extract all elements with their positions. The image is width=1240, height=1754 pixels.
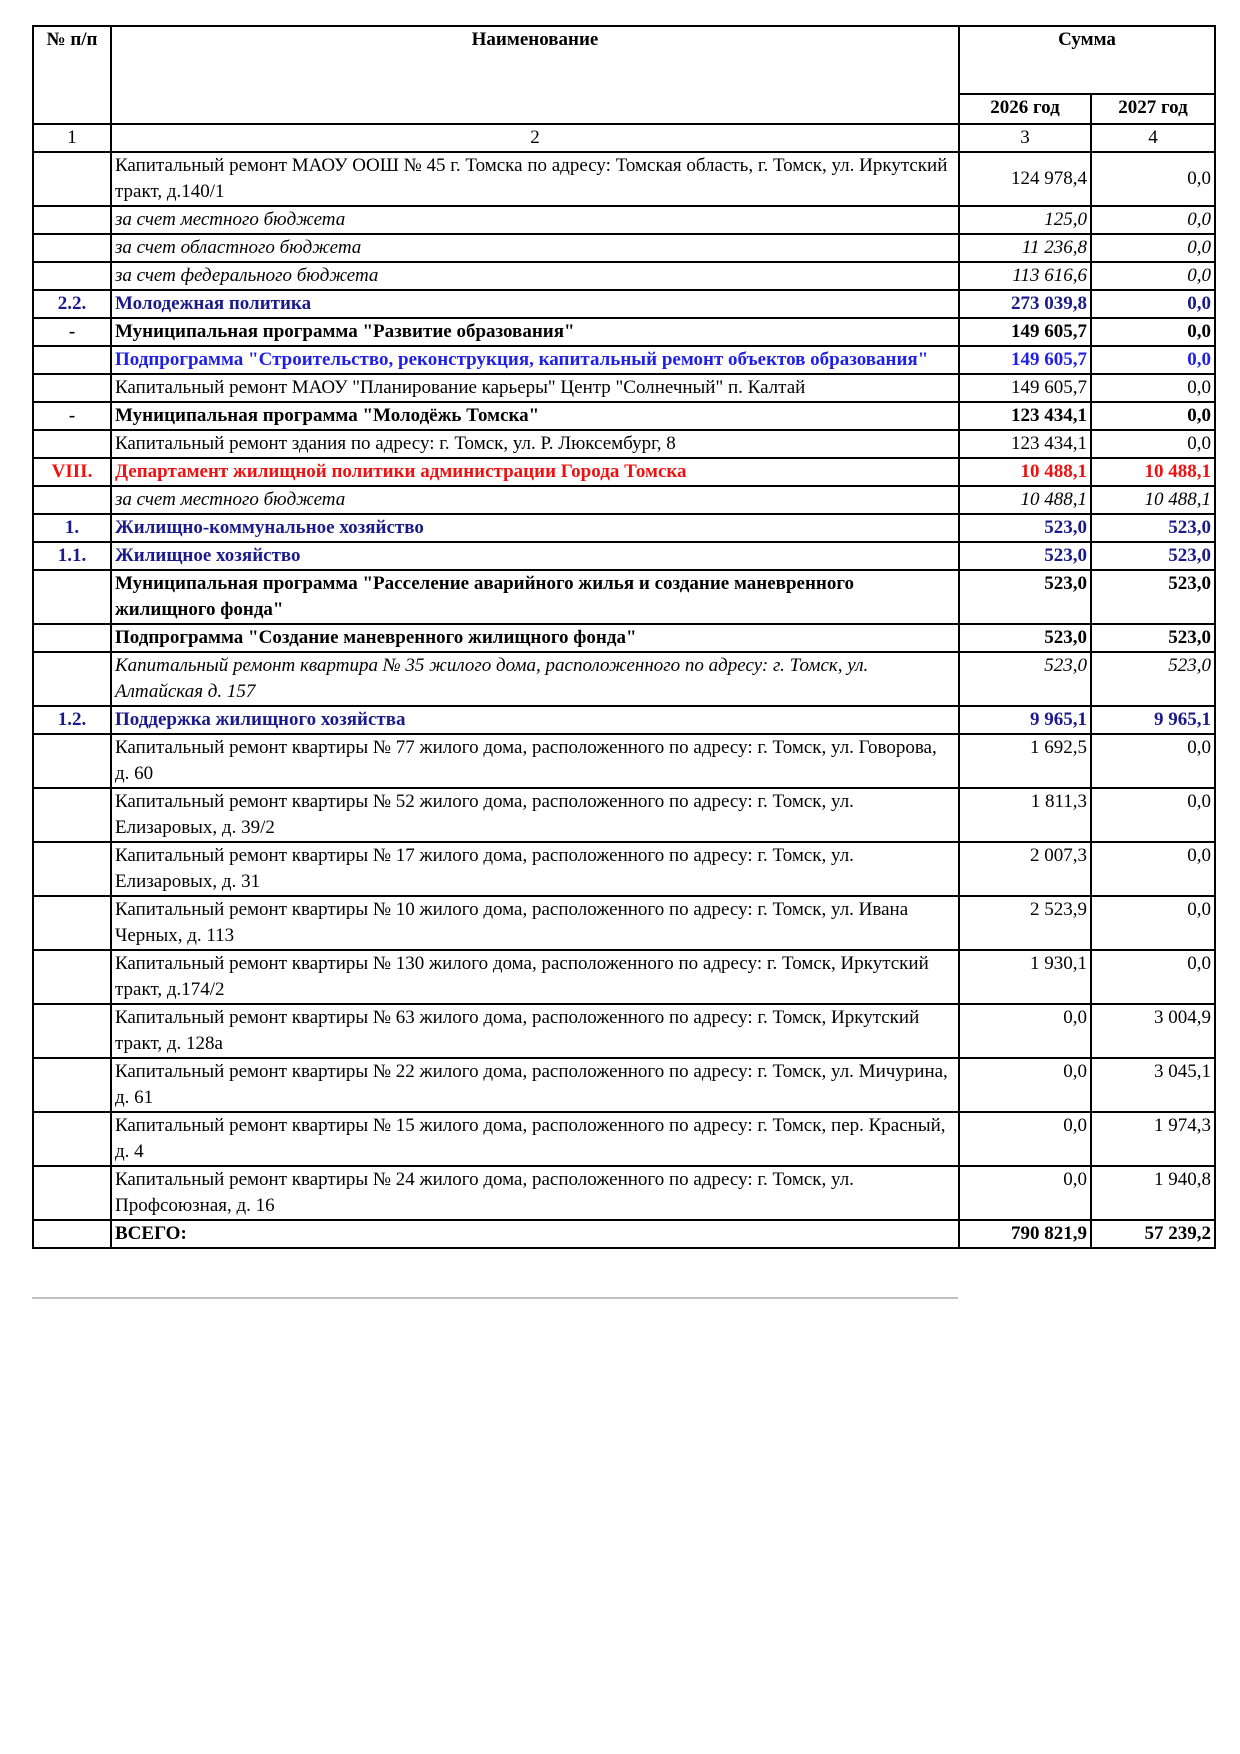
row-value-2027: 0,0 [1091, 374, 1215, 402]
row-value-2027: 523,0 [1091, 624, 1215, 652]
header-year-2027: 2027 год [1091, 94, 1215, 124]
row-name: за счет местного бюджета [111, 486, 959, 514]
table-row [33, 1004, 1215, 1058]
row-name: Департамент жилищной политики администрации Города Томска [111, 458, 959, 486]
row-value-2027: 1 974,3 [1091, 1112, 1215, 1166]
row-value-2027: 0,0 [1091, 896, 1215, 950]
row-name: Капитальный ремонт квартиры № 77 жилого дома, расположенного по адресу: г. Томск, ул. Говорова, д. 60 [111, 734, 959, 788]
page-separator-line [32, 1297, 958, 1299]
row-name: Капитальный ремонт квартиры № 130 жилого дома, расположенного по адресу: г. Томск, Иркутский тракт, д.174/2 [111, 950, 959, 1004]
row-value-2027: 523,0 [1091, 542, 1215, 570]
row-value-2027: 3 004,9 [1091, 1004, 1215, 1058]
row-number: 2.2. [33, 290, 111, 318]
table-row [33, 206, 1215, 234]
row-value-2026: 2 523,9 [959, 896, 1091, 950]
row-value-2027: 0,0 [1091, 318, 1215, 346]
row-number [33, 1112, 111, 1166]
table-row [33, 896, 1215, 950]
row-value-2027: 0,0 [1091, 346, 1215, 374]
row-value-2026: 0,0 [959, 1058, 1091, 1112]
column-index-1: 1 [33, 124, 111, 152]
row-number [33, 152, 111, 206]
table-row [33, 570, 1215, 624]
row-number [33, 734, 111, 788]
row-number [33, 234, 111, 262]
row-name: Капитальный ремонт здания по адресу: г. Томск, ул. Р. Люксембург, 8 [111, 430, 959, 458]
row-value-2027: 0,0 [1091, 402, 1215, 430]
column-index-3: 3 [959, 124, 1091, 152]
header-year-2026: 2026 год [959, 94, 1091, 124]
table-body [33, 152, 1215, 1248]
row-value-2027: 0,0 [1091, 206, 1215, 234]
row-name: Капитальный ремонт квартиры № 52 жилого дома, расположенного по адресу: г. Томск, ул. Елизаровых, д. 39/2 [111, 788, 959, 842]
row-number [33, 1058, 111, 1112]
row-number [33, 262, 111, 290]
row-number: - [33, 318, 111, 346]
row-value-2026: 523,0 [959, 652, 1091, 706]
row-value-2027: 0,0 [1091, 842, 1215, 896]
row-name: Капитальный ремонт МАОУ "Планирование карьеры" Центр "Солнечный" п. Калтай [111, 374, 959, 402]
table-row [33, 458, 1215, 486]
header-sum: Сумма [959, 26, 1215, 94]
row-value-2026: 123 434,1 [959, 402, 1091, 430]
row-value-2027: 0,0 [1091, 734, 1215, 788]
row-number [33, 1004, 111, 1058]
row-name: за счет федерального бюджета [111, 262, 959, 290]
table-row [33, 290, 1215, 318]
row-name: ВСЕГО: [111, 1220, 959, 1248]
table-row [33, 262, 1215, 290]
row-number [33, 896, 111, 950]
row-value-2027: 10 488,1 [1091, 486, 1215, 514]
row-value-2026: 1 692,5 [959, 734, 1091, 788]
row-name: Жилищное хозяйство [111, 542, 959, 570]
row-value-2026: 0,0 [959, 1112, 1091, 1166]
table-row [33, 842, 1215, 896]
row-name: Капитальный ремонт квартиры № 22 жилого дома, расположенного по адресу: г. Томск, ул. Мичурина, д. 61 [111, 1058, 959, 1112]
row-number [33, 346, 111, 374]
row-name: Муниципальная программа "Молодёжь Томска" [111, 402, 959, 430]
table-row [33, 486, 1215, 514]
table-row [33, 950, 1215, 1004]
row-name: за счет областного бюджета [111, 234, 959, 262]
row-name: Капитальный ремонт квартиры № 24 жилого дома, расположенного по адресу: г. Томск, ул. Профсоюзная, д. 16 [111, 1166, 959, 1220]
row-value-2026: 10 488,1 [959, 486, 1091, 514]
row-name: Капитальный ремонт квартира № 35 жилого дома, расположенного по адресу: г. Томск, ул. Алтайская д. 157 [111, 652, 959, 706]
row-number [33, 652, 111, 706]
row-value-2026: 125,0 [959, 206, 1091, 234]
row-value-2026: 149 605,7 [959, 374, 1091, 402]
row-value-2027: 0,0 [1091, 152, 1215, 206]
row-value-2026: 0,0 [959, 1166, 1091, 1220]
row-value-2027: 0,0 [1091, 290, 1215, 318]
row-value-2026: 523,0 [959, 624, 1091, 652]
table-row [33, 514, 1215, 542]
row-value-2027: 523,0 [1091, 514, 1215, 542]
row-name: Капитальный ремонт квартиры № 10 жилого дома, расположенного по адресу: г. Томск, ул. Ивана Черных, д. 113 [111, 896, 959, 950]
row-value-2026: 10 488,1 [959, 458, 1091, 486]
table-row [33, 374, 1215, 402]
row-number [33, 842, 111, 896]
row-value-2026: 149 605,7 [959, 318, 1091, 346]
row-value-2027: 0,0 [1091, 262, 1215, 290]
row-value-2026: 113 616,6 [959, 262, 1091, 290]
row-number: - [33, 402, 111, 430]
table-row [33, 1166, 1215, 1220]
table-row [33, 788, 1215, 842]
row-value-2027: 9 965,1 [1091, 706, 1215, 734]
row-value-2027: 57 239,2 [1091, 1220, 1215, 1248]
row-name: за счет местного бюджета [111, 206, 959, 234]
row-value-2026: 124 978,4 [959, 152, 1091, 206]
row-value-2027: 0,0 [1091, 788, 1215, 842]
row-number [33, 374, 111, 402]
table-row [33, 1058, 1215, 1112]
row-name: Капитальный ремонт квартиры № 17 жилого дома, расположенного по адресу: г. Томск, ул. Елизаровых, д. 31 [111, 842, 959, 896]
table-row [33, 624, 1215, 652]
row-value-2026: 523,0 [959, 514, 1091, 542]
row-value-2027: 0,0 [1091, 234, 1215, 262]
row-value-2027: 3 045,1 [1091, 1058, 1215, 1112]
row-value-2027: 523,0 [1091, 652, 1215, 706]
row-value-2026: 149 605,7 [959, 346, 1091, 374]
row-value-2027: 523,0 [1091, 570, 1215, 624]
budget-table [32, 25, 1216, 1249]
row-number [33, 206, 111, 234]
row-value-2026: 523,0 [959, 570, 1091, 624]
row-name: Капитальный ремонт квартиры № 63 жилого дома, расположенного по адресу: г. Томск, Иркутский тракт, д. 128а [111, 1004, 959, 1058]
row-value-2027: 0,0 [1091, 950, 1215, 1004]
table-row [33, 234, 1215, 262]
row-number: VIII. [33, 458, 111, 486]
row-name: Капитальный ремонт МАОУ ООШ № 45 г. Томска по адресу: Томская область, г. Томск, ул. Иркутский тракт, д.140/1 [111, 152, 959, 206]
row-name: Поддержка жилищного хозяйства [111, 706, 959, 734]
row-name: Муниципальная программа "Развитие образования" [111, 318, 959, 346]
row-name: Подпрограмма "Строительство, реконструкция, капитальный ремонт объектов образования" [111, 346, 959, 374]
row-value-2026: 2 007,3 [959, 842, 1091, 896]
header-name: Наименование [111, 26, 959, 124]
row-number: 1.2. [33, 706, 111, 734]
row-value-2026: 790 821,9 [959, 1220, 1091, 1248]
table-row [33, 706, 1215, 734]
row-number [33, 486, 111, 514]
row-name: Молодежная политика [111, 290, 959, 318]
row-value-2026: 0,0 [959, 1004, 1091, 1058]
table-row [33, 318, 1215, 346]
table-row [33, 1112, 1215, 1166]
row-value-2026: 1 811,3 [959, 788, 1091, 842]
row-value-2027: 1 940,8 [1091, 1166, 1215, 1220]
row-number [33, 430, 111, 458]
row-number [33, 1220, 111, 1248]
total-row [33, 1220, 1215, 1248]
row-name: Жилищно-коммунальное хозяйство [111, 514, 959, 542]
row-number [33, 570, 111, 624]
row-value-2027: 10 488,1 [1091, 458, 1215, 486]
table-row [33, 402, 1215, 430]
row-name: Муниципальная программа "Расселение аварийного жилья и создание маневренного жилищного фонда" [111, 570, 959, 624]
table-row [33, 430, 1215, 458]
column-index-4: 4 [1091, 124, 1215, 152]
row-number [33, 950, 111, 1004]
table-row [33, 734, 1215, 788]
row-number [33, 788, 111, 842]
row-name: Капитальный ремонт квартиры № 15 жилого дома, расположенного по адресу: г. Томск, пер. Красный, д. 4 [111, 1112, 959, 1166]
row-value-2027: 0,0 [1091, 430, 1215, 458]
row-number [33, 624, 111, 652]
row-number [33, 1166, 111, 1220]
table-row [33, 346, 1215, 374]
header-number: № п/п [33, 26, 111, 124]
table-row [33, 542, 1215, 570]
table-row [33, 152, 1215, 206]
row-name: Подпрограмма "Создание маневренного жилищного фонда" [111, 624, 959, 652]
row-number: 1. [33, 514, 111, 542]
row-value-2026: 11 236,8 [959, 234, 1091, 262]
row-value-2026: 273 039,8 [959, 290, 1091, 318]
row-value-2026: 9 965,1 [959, 706, 1091, 734]
row-value-2026: 123 434,1 [959, 430, 1091, 458]
table-row [33, 652, 1215, 706]
row-number: 1.1. [33, 542, 111, 570]
row-value-2026: 523,0 [959, 542, 1091, 570]
column-index-2: 2 [111, 124, 959, 152]
row-value-2026: 1 930,1 [959, 950, 1091, 1004]
